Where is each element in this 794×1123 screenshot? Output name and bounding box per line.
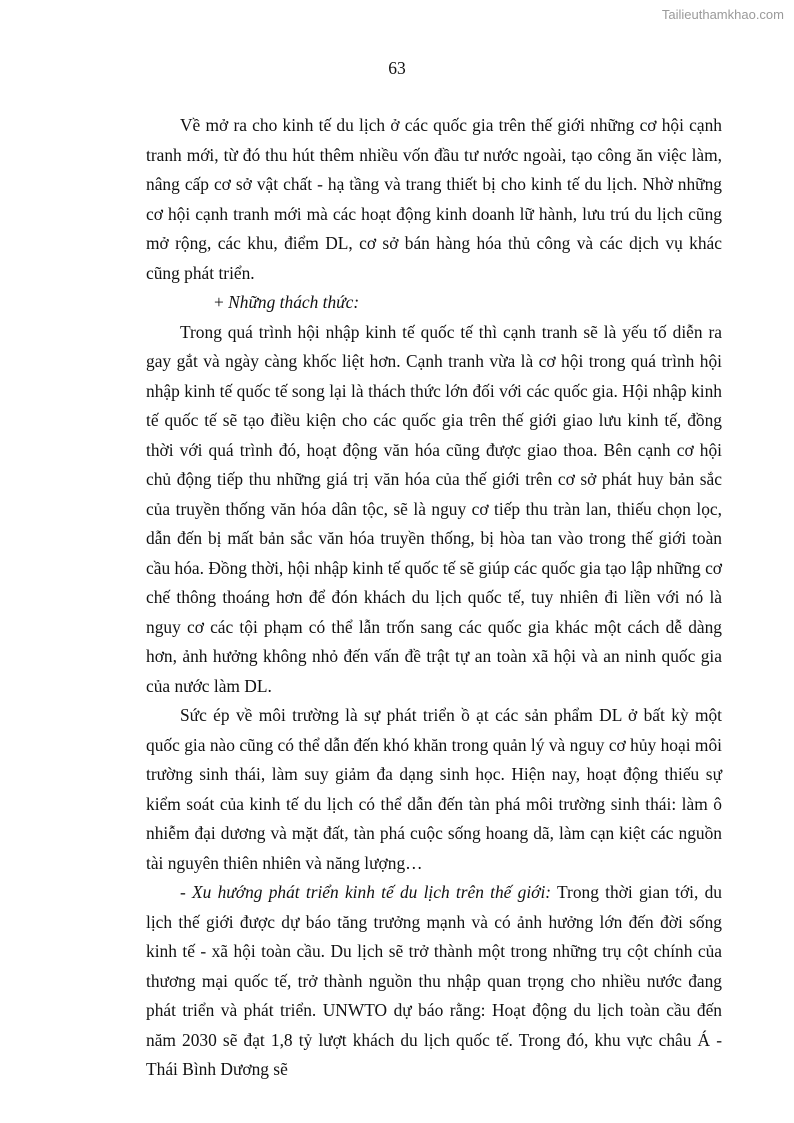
paragraph-opportunities: Về mở ra cho kinh tế du lịch ở các quốc gia trên thế giới những cơ hội cạnh tranh mới, từ đó thu hút thêm nhiều vốn đầu tư nước ngoài, tạo công ăn việc làm, nâng cấp cơ sở vật chất - hạ tầng và trang thiết bị cho kinh tế du lịch. Nhờ những cơ hội cạnh tranh mới mà các hoạt động kinh doanh lữ hành, lưu trú du lịch cũng mở rộng, các khu, điểm DL, cơ sở bán hàng hóa thủ công và các dịch vụ khác cũng phát triển. xyxy=(146,115,722,283)
challenges-heading xyxy=(146,288,722,318)
paragraph-environment: Sức ép về môi trường là sự phát triển ồ ạt các sản phẩm DL ở bất kỳ một quốc gia nào cũng có thể dẫn đến khó khăn trong quản lý và nguy cơ hủy hoại môi trường sinh thái, làm suy giảm đa dạng sinh học. Hiện nay, hoạt động thiếu sự kiểm soát của kinh tế du lịch có thể dẫn đến tàn phá môi trường sinh thái: làm ô nhiễm đại dương và mặt đất, tàn phá cuộc sống hoang dã, làm cạn kiệt các nguồn tài nguyên thiên nhiên và năng lượng… xyxy=(146,705,722,873)
challenges-heading-text: Những thách thức: xyxy=(228,292,360,312)
paragraph-trend xyxy=(146,878,722,1085)
document-body xyxy=(146,111,722,1085)
watermark: Tailieuthamkhao.com xyxy=(661,7,784,22)
trend-heading: - Xu hướng phát triển kinh tế du lịch trên thế giới: xyxy=(180,882,552,902)
paragraph-competition: Trong quá trình hội nhập kinh tế quốc tế thì cạnh tranh sẽ là yếu tố diễn ra gay gắt và ngày càng khốc liệt hơn. Cạnh tranh vừa là cơ hội trong quá trình hội nhập kinh tế quốc tế song lại là thách thức lớn đối với các quốc gia. Hội nhập kinh tế quốc tế sẽ tạo điều kiện cho các quốc gia trên thế giới giao lưu kinh tế, đồng thời với quá trình đó, hoạt động văn hóa cũng được giao thoa. Bên cạnh cơ hội chủ động tiếp thu những giá trị văn hóa của thế giới trên cơ sở phát huy bản sắc của truyền thống văn hóa dân tộc, sẽ là nguy cơ tiếp thu tràn lan, thiếu chọn lọc, dẫn đến bị mất bản sắc văn hóa truyền thống, bị hòa tan vào trong thế giới toàn cầu hóa. Đồng thời, hội nhập kinh tế quốc tế sẽ giúp các quốc gia tạo lập những cơ chế thông thoáng hơn để đón khách du lịch quốc tế, tuy nhiên đi liền với nó là nguy cơ các tội phạm có thể lẫn trốn sang các quốc gia khác một cách dễ dàng hơn, ảnh hưởng không nhỏ đến vấn đề trật tự an toàn xã hội và an ninh quốc gia của nước làm DL. xyxy=(146,321,722,696)
challenges-prefix: + xyxy=(214,292,229,312)
page-number: 63 xyxy=(388,58,406,78)
trend-text: Trong thời gian tới, du lịch thế giới được dự báo tăng trưởng mạnh và có ảnh hưởng lớn đến đời sống kinh tế - xã hội toàn cầu. Du lịch sẽ trở thành một trong những trụ cột chính của thương mại quốc tế, trở thành nguồn thu nhập quan trọng cho nhiều nước đang phát triển và phát triển. UNWTO dự báo rằng: Hoạt động du lịch toàn cầu đến năm 2030 sẽ đạt 1,8 tỷ lượt khách du lịch quốc tế. Trong đó, khu vực châu Á - Thái Bình Dương sẽ xyxy=(146,882,722,1079)
